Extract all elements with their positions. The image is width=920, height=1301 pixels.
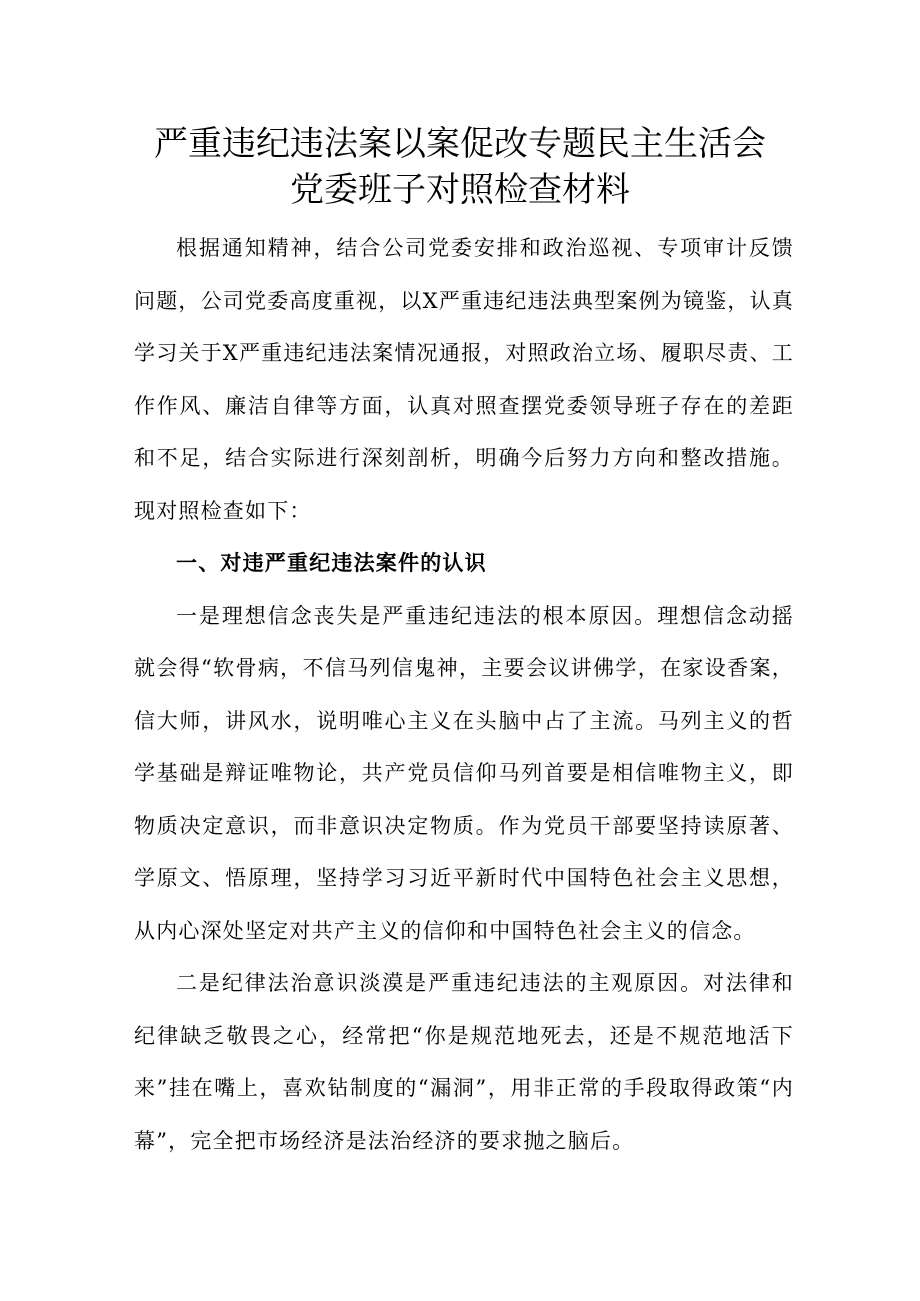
- document-title-line1: 严重违纪违法案以案促改专题民主生活会: [154, 124, 766, 164]
- document-title-line2: 党委班子对照检查材料: [290, 170, 630, 210]
- section-heading-1: 一、对违严重纪违法案件的认识: [176, 551, 487, 575]
- document-body: [134, 222, 794, 1167]
- point-2-paragraph: 二是纪律法治意识淡漠是严重违纪违法的主观原因。对法律和纪律缺乏敬畏之心，经常把“你是规范地死去，还是不规范地活下来”挂在嘴上，喜欢钻制度的“漏洞”，用非正常的手段取得政策“内幕”，完全把市场经济是法治经济的要求抛之脑后。: [134, 971, 794, 1153]
- intro-paragraph: 根据通知精神，结合公司党委安排和政治巡视、专项审计反馈问题，公司党委高度重视，以X严重违纪违法典型案例为镜鉴，认真学习关于X严重违纪违法案情况通报，对照政治立场、履职尽责、工作作风、廉洁自律等方面，认真对照查摆党委领导班子存在的差距和不足，结合实际进行深刻剖析，明确今后努力方向和整改措施。现对照检查如下：: [134, 236, 794, 523]
- point-1-paragraph: 一是理想信念丧失是严重违纪违法的根本原因。理想信念动摇就会得“软骨病，不信马列信鬼神，主要会议讲佛学，在家设香案，信大师，讲风水，说明唯心主义在头脑中占了主流。马列主义的哲学基础是辩证唯物论，共产党员信仰马列首要是相信唯物主义，即物质决定意识，而非意识决定物质。作为党员干部要坚持读原著、学原文、悟原理，坚持学习习近平新时代中国特色社会主义思想，从内心深处坚定对共产主义的信仰和中国特色社会主义的信念。: [134, 603, 794, 943]
